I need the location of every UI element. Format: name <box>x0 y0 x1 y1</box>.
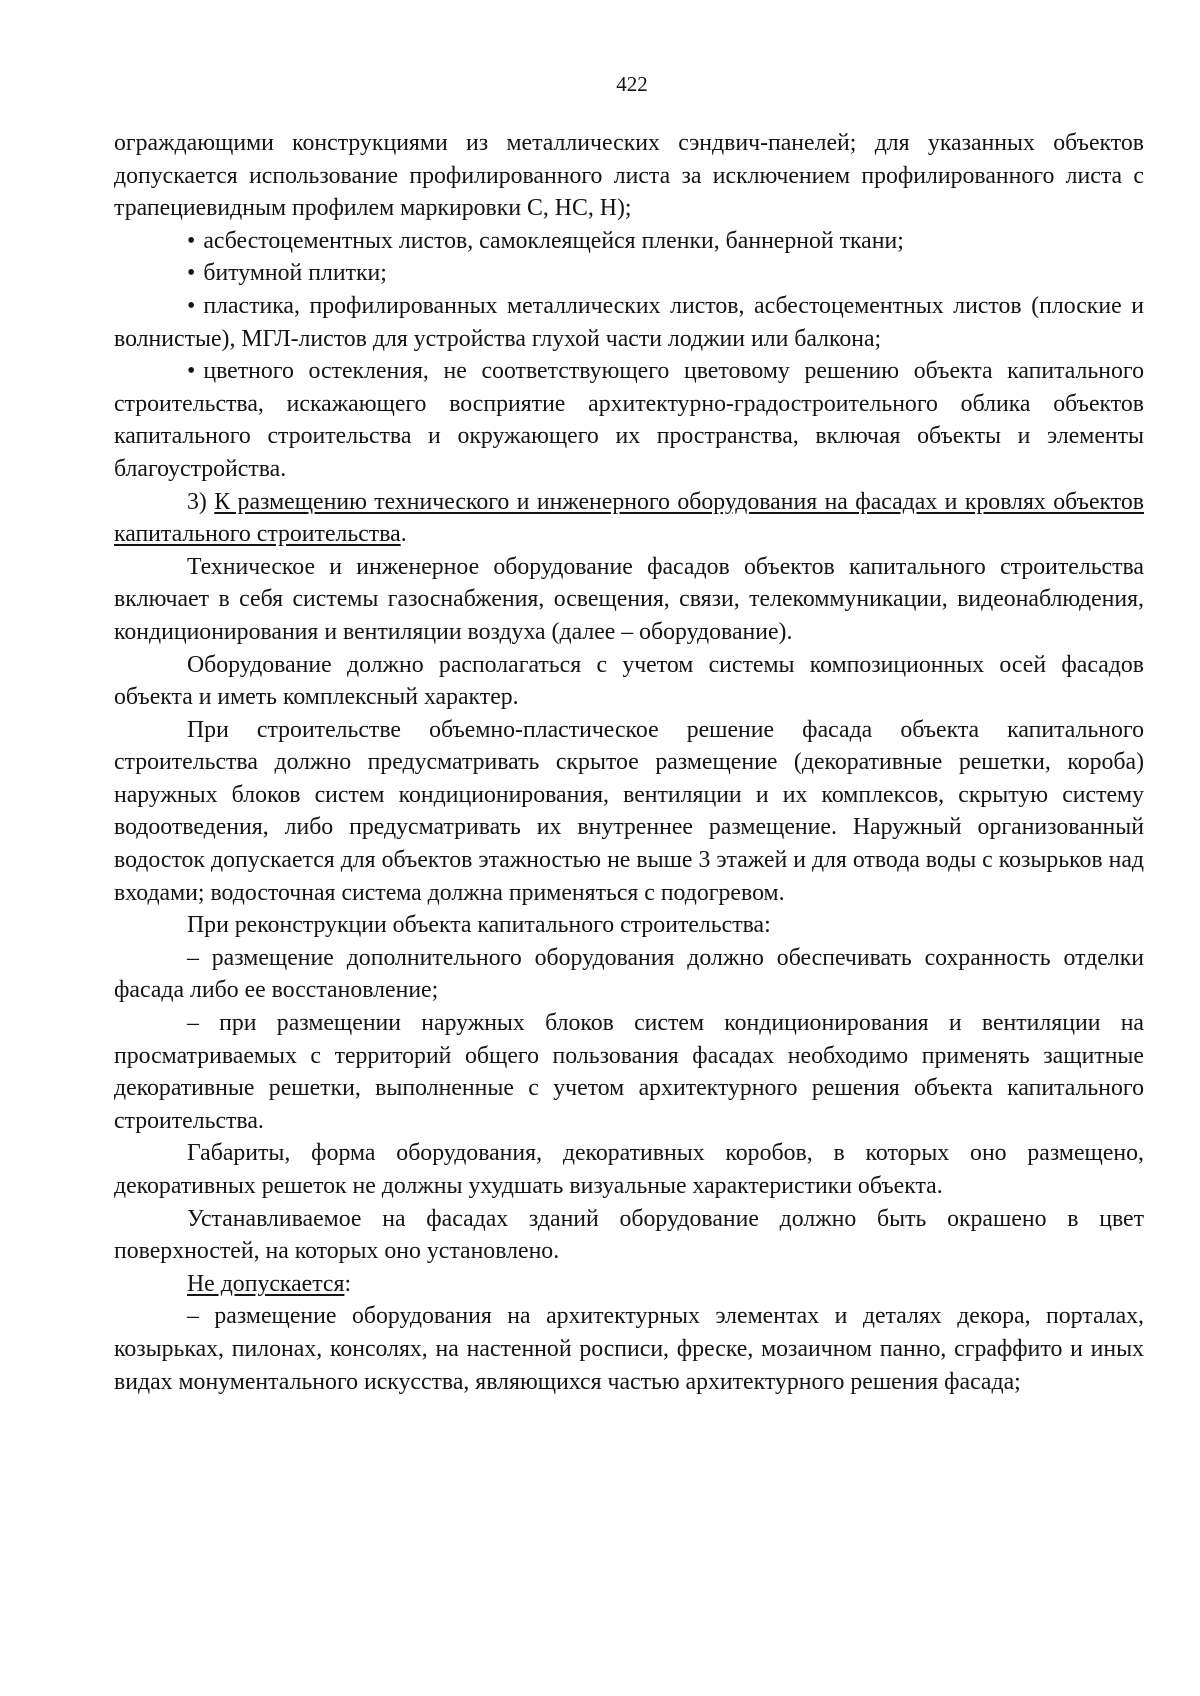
bullet-text: асбестоцементных листов, самоклеящейся пленки, баннерной ткани; <box>203 227 904 254</box>
paragraph: Габариты, форма оборудования, декоративных коробов, в которых оно размещено, декоративных решеток не должны ухудшать визуальные характеристики объекта. <box>114 1140 1144 1199</box>
section-heading <box>114 486 1144 551</box>
dash-item: – размещение дополнительного оборудования должно обеспечивать сохранность отделки фасада либо ее восстановление; <box>114 944 1144 1004</box>
paragraph: Оборудование должно располагаться с учетом системы композиционных осей фасадов объекта и иметь комплексный характер. <box>114 651 1144 711</box>
prohibited-heading <box>114 1268 1144 1301</box>
paragraph: Устанавливаемое на фасадах зданий оборудование должно быть окрашено в цвет поверхностей, на которых оно установлено. <box>114 1205 1144 1265</box>
bullet-icon: • <box>187 292 196 319</box>
prohibited-label: Не допускается <box>187 1270 345 1297</box>
bullet-icon: • <box>187 260 196 287</box>
section-title: К размещению технического и инженерного оборудования на фасадах и кровлях объектов капитального строительства <box>114 488 1145 548</box>
prohibited-colon: : <box>344 1270 352 1297</box>
bullet-icon: • <box>187 358 196 385</box>
dash-item: – при размещении наружных блоков систем кондиционирования и вентиляции на просматриваемых с территорий общего пользования фасадах необходимо применять защитные декоративные решетки, выполненные с учетом архитектурного решения объекта капитального строительства. <box>114 1010 1144 1134</box>
bullet-item <box>114 290 1144 355</box>
bullet-text: битумной плитки; <box>203 260 387 287</box>
bullet-text: пластика, профилированных металлических листов, асбестоцементных листов (плоские и волнистые), МГЛ-листов для устройства глухой части лоджии или балкона; <box>114 292 1144 352</box>
section-number: 3) <box>187 488 207 515</box>
paragraph: При строительстве объемно-пластическое решение фасада объекта капитального строительства должно предусматривать скрытое размещение (декоративные решетки, короба) наружных блоков систем кондиционирования, вентиляции и их комплексов, скрытую систему водоотведения, либо предусматривать их внутреннее размещение. Наружный организованный водосток допускается для объектов этажностью не выше 3 этажей и для отвода воды с козырьков над входами; водосточная система должна применяться с подогревом. <box>114 716 1144 906</box>
document-body <box>114 127 1144 1398</box>
paragraph: Техническое и инженерное оборудование фасадов объектов капитального строительства включает в себя системы газоснабжения, освещения, связи, телекоммуникации, видеонаблюдения, кондиционирования и вентиляции воздуха (далее – оборудование). <box>114 553 1144 645</box>
bullet-item <box>114 225 1144 258</box>
paragraph: ограждающими конструкциями из металлических сэндвич-панелей; для указанных объектов допускается использование профилированного листа за исключением профилированного листа с трапециевидным профилем маркировки С, НС, Н); <box>114 130 1144 222</box>
page-number: 422 <box>616 72 648 96</box>
bullet-item <box>114 355 1144 485</box>
bullet-text: цветного остекления, не соответствующего цветовому решению объекта капитального строительства, искажающего восприятие архитектурно-градостроительного облика объектов капитального строительства и окружающего их пространства, включая объекты и элементы благоустройства. <box>114 358 1144 482</box>
bullet-item <box>114 257 1144 290</box>
dash-item: – размещение оборудования на архитектурных элементах и деталях декора, порталах, козырьках, пилонах, консолях, на настенной росписи, фреске, мозаичном панно, сграффито и иных видах монументального искусства, являющихся частью архитектурного решения фасада; <box>114 1303 1144 1395</box>
section-title-end: . <box>400 521 407 548</box>
paragraph: При реконструкции объекта капитального строительства: <box>187 912 771 939</box>
bullet-icon: • <box>187 227 196 254</box>
